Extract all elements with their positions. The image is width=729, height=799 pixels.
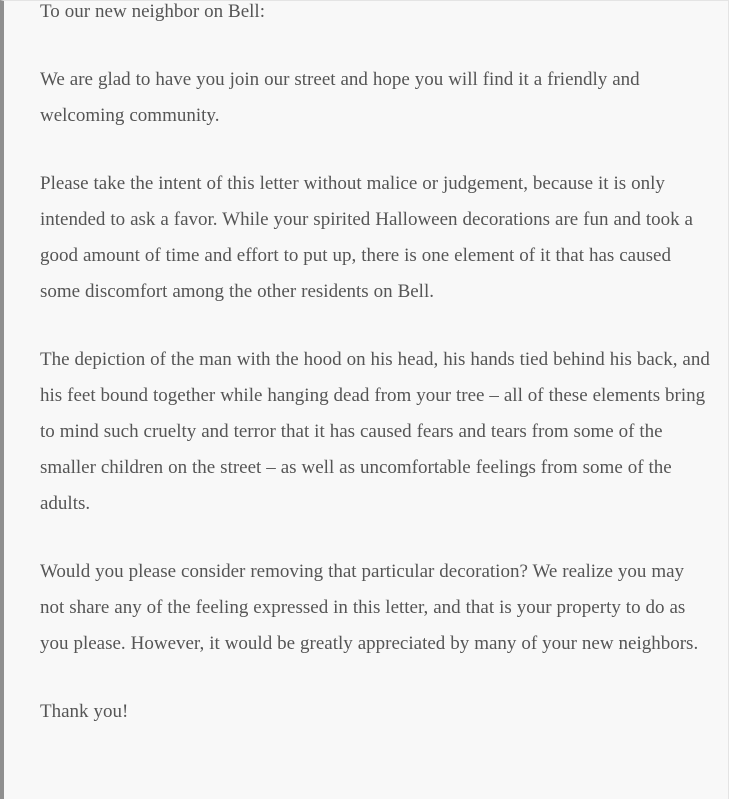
letter-paragraph-1: We are glad to have you join our street and hope you will find it a friendly and welcoming community. bbox=[40, 69, 640, 126]
letter-paragraph-2: Please take the intent of this letter without malice or judgement, because it is only intended to ask a favor. While your spirited Halloween decorations are fun and took a good amount of time and effort to put up, there is one element of it that has caused some discomfort among the other residents on Bell. bbox=[40, 173, 693, 302]
letter-greeting: To our new neighbor on Bell: bbox=[40, 1, 265, 22]
letter-paragraph-3: The depiction of the man with the hood on his head, his hands tied behind his back, and his feet bound together while hanging dead from your tree – all of these elements bring to mind such cruelty and terror that it has caused fears and tears from some of the smaller children on the street – as well as uncomfortable feelings from some of the adults. bbox=[40, 349, 710, 514]
letter-closing: Thank you! bbox=[40, 701, 129, 722]
letter-paragraph-4: Would you please consider removing that particular decoration? We realize you may not share any of the feeling expressed in this letter, and that is your property to do as you please. However, it would be greatly appreciated by many of your new neighbors. bbox=[40, 561, 699, 654]
